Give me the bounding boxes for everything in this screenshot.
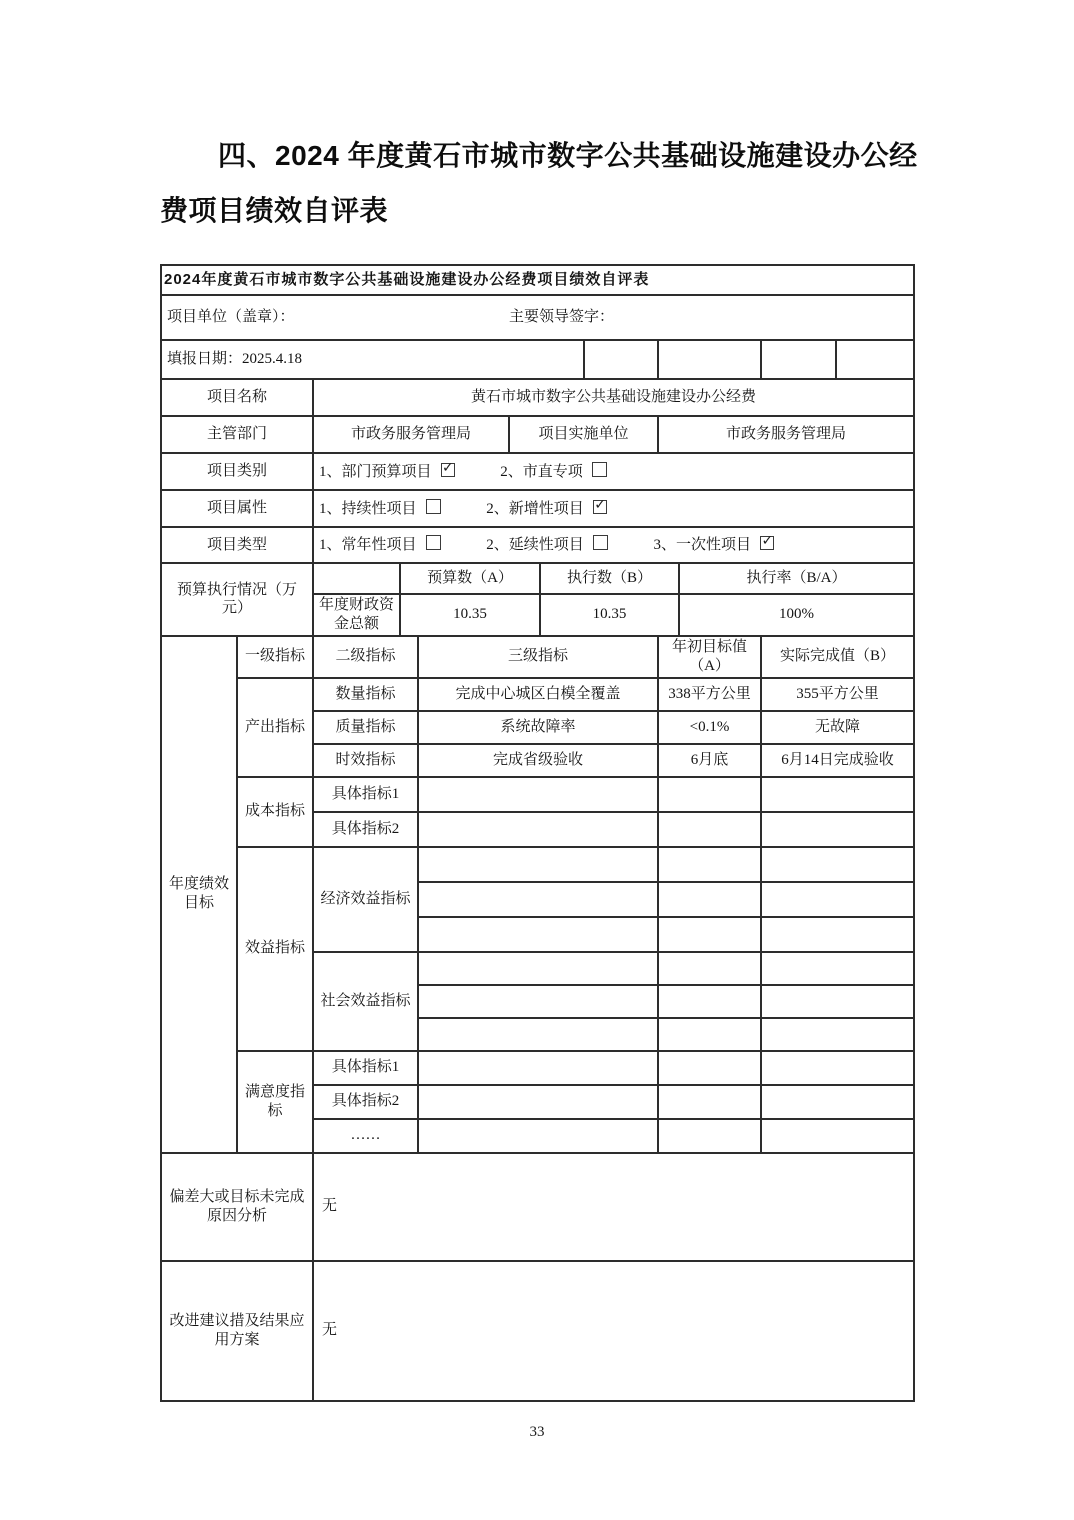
empty-cell <box>761 985 914 1018</box>
indicator-actual: 355平方公里 <box>761 678 914 711</box>
checkbox-icon <box>441 463 455 477</box>
type-option-2 <box>486 537 608 553</box>
project-name-value: 黄石市城市数字公共基础设施建设办公经费 <box>313 379 914 416</box>
indicator-name: …… <box>313 1119 418 1153</box>
empty-cell <box>418 1085 658 1119</box>
indicator-name: 具体指标1 <box>313 777 418 812</box>
leader-signature-label: 主要领导签字： <box>509 309 615 326</box>
document-title <box>160 0 920 238</box>
empty-cell <box>658 1051 761 1085</box>
indicator-actual: 6月14日完成验收 <box>761 744 914 777</box>
empty-cell <box>836 340 914 379</box>
indicator-actual: 无故障 <box>761 711 914 744</box>
checkbox-icon <box>426 499 441 514</box>
empty-cell <box>658 882 761 917</box>
satisfaction-indicator-label: 满意度指标 <box>237 1051 313 1153</box>
indicator-detail: 完成省级验收 <box>418 744 658 777</box>
empty-cell <box>658 847 761 882</box>
empty-cell <box>658 917 761 952</box>
self-evaluation-table <box>160 264 915 1402</box>
empty-cell <box>658 1018 761 1051</box>
project-unit-label: 项目单位（盖章）： <box>167 309 295 326</box>
option-label: 1、常年性项目 <box>319 537 417 554</box>
indicator-name: 数量指标 <box>313 678 418 711</box>
report-date: 填报日期：2025.4.18 <box>161 340 584 379</box>
budget-rate-header: 执行率（B/A） <box>679 563 914 594</box>
budget-a-value: 10.35 <box>400 594 540 636</box>
option-label: 1、部门预算项目 <box>319 463 432 480</box>
checkbox-icon <box>593 535 608 550</box>
empty-cell <box>658 812 761 847</box>
indicator-name: 时效指标 <box>313 744 418 777</box>
option-label: 2、延续性项目 <box>486 537 584 554</box>
empty-cell <box>418 1119 658 1153</box>
indicator-name: 具体指标1 <box>313 1051 418 1085</box>
output-indicator-label: 产出指标 <box>237 678 313 777</box>
empty-cell <box>418 777 658 812</box>
checkbox-icon <box>592 462 607 477</box>
empty-cell <box>584 340 658 379</box>
option-label: 3、一次性项目 <box>653 537 752 554</box>
indicator-target: 6月底 <box>658 744 761 777</box>
empty-cell <box>418 812 658 847</box>
empty-cell <box>761 882 914 917</box>
empty-cell <box>761 777 914 812</box>
level2-indicator-header: 二级指标 <box>313 636 418 678</box>
document-title-line-2: 费项目绩效自评表 <box>160 195 389 226</box>
impl-unit-label: 项目实施单位 <box>509 416 658 453</box>
empty-cell <box>418 882 658 917</box>
empty-cell <box>761 1119 914 1153</box>
improvement-plan-value: 无 <box>313 1261 914 1401</box>
empty-cell <box>658 777 761 812</box>
page-number: 33 <box>529 1423 545 1440</box>
budget-col-a-header: 预算数（A） <box>400 563 540 594</box>
empty-cell <box>761 812 914 847</box>
indicator-detail: 完成中心城区白模全覆盖 <box>418 678 658 711</box>
checkbox-icon <box>426 535 441 550</box>
empty-cell <box>313 563 400 594</box>
dept-label: 主管部门 <box>161 416 313 453</box>
deviation-analysis-value: 无 <box>313 1153 914 1261</box>
empty-cell <box>658 985 761 1018</box>
empty-cell <box>658 340 761 379</box>
dept-value: 市政务服务管理局 <box>313 416 509 453</box>
actual-value-header: 实际完成值（B） <box>761 636 914 678</box>
budget-execution-label: 预算执行情况（万元） <box>161 563 313 636</box>
table-title: 2024年度黄石市城市数字公共基础设施建设办公经费项目绩效自评表 <box>161 265 914 295</box>
empty-cell <box>658 1085 761 1119</box>
empty-cell <box>418 1051 658 1085</box>
document-title-line-1: 四、2024 年度黄石市城市数字公共基础设施建设办公经 <box>218 140 918 171</box>
impl-unit-value: 市政务服务管理局 <box>658 416 914 453</box>
checkbox-icon <box>760 536 774 550</box>
social-benefit-label: 社会效益指标 <box>313 952 418 1051</box>
budget-rate-value: 100% <box>679 594 914 636</box>
project-name-label: 项目名称 <box>161 379 313 416</box>
category-option-1 <box>319 464 455 480</box>
attribute-option-1 <box>319 501 441 517</box>
category-options <box>313 453 914 490</box>
annual-performance-goal-label: 年度绩效目标 <box>161 636 237 1153</box>
meta-row <box>161 295 914 340</box>
checkbox-icon <box>593 500 607 514</box>
empty-cell <box>761 952 914 985</box>
indicator-name: 具体指标2 <box>313 812 418 847</box>
empty-cell <box>418 952 658 985</box>
empty-cell <box>418 847 658 882</box>
type-option-1 <box>319 537 441 553</box>
category-label: 项目类别 <box>161 453 313 490</box>
economic-benefit-label: 经济效益指标 <box>313 847 418 952</box>
option-label: 1、持续性项目 <box>319 500 417 517</box>
level3-indicator-header: 三级指标 <box>418 636 658 678</box>
type-label: 项目类型 <box>161 527 313 563</box>
indicator-target: <0.1% <box>658 711 761 744</box>
empty-cell <box>418 985 658 1018</box>
benefit-indicator-label: 效益指标 <box>237 847 313 1051</box>
attribute-option-2 <box>486 501 607 517</box>
empty-cell <box>761 1085 914 1119</box>
empty-cell <box>761 847 914 882</box>
empty-cell <box>658 952 761 985</box>
budget-b-value: 10.35 <box>540 594 679 636</box>
type-options <box>313 527 914 563</box>
annual-fiscal-total-label: 年度财政资金总额 <box>313 594 400 636</box>
empty-cell <box>658 1119 761 1153</box>
empty-cell <box>418 917 658 952</box>
budget-col-b-header: 执行数（B） <box>540 563 679 594</box>
option-label: 2、新增性项目 <box>486 500 584 517</box>
attribute-options <box>313 490 914 527</box>
attribute-label: 项目属性 <box>161 490 313 527</box>
empty-cell <box>761 340 836 379</box>
cost-indicator-label: 成本指标 <box>237 777 313 847</box>
category-option-2 <box>500 464 607 480</box>
indicator-target: 338平方公里 <box>658 678 761 711</box>
empty-cell <box>418 1018 658 1051</box>
indicator-detail: 系统故障率 <box>418 711 658 744</box>
deviation-analysis-label: 偏差大或目标未完成原因分析 <box>161 1153 313 1261</box>
indicator-name: 质量指标 <box>313 711 418 744</box>
improvement-plan-label: 改进建议措及结果应用方案 <box>161 1261 313 1401</box>
option-label: 2、市直专项 <box>500 463 583 480</box>
empty-cell <box>761 1051 914 1085</box>
type-option-3 <box>654 537 775 553</box>
indicator-name: 具体指标2 <box>313 1085 418 1119</box>
empty-cell <box>761 917 914 952</box>
empty-cell <box>761 1018 914 1051</box>
target-value-header: 年初目标值（A） <box>658 636 761 678</box>
level1-indicator-header: 一级指标 <box>237 636 313 678</box>
